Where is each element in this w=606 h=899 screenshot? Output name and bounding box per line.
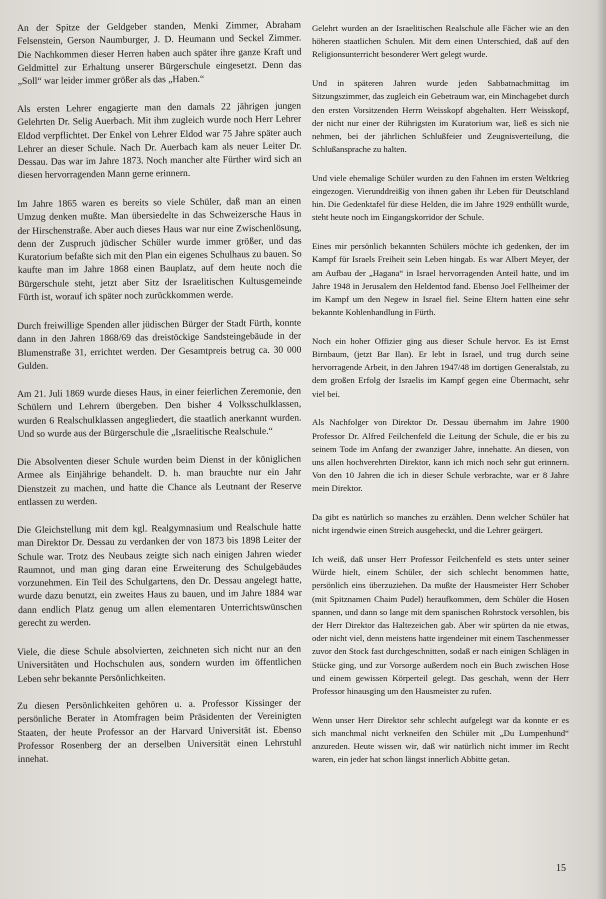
paragraph: An der Spitze der Geldgeber standen, Menki Zimmer, Abraham Felsenstein, Gerson Naumburger, J. D. Heumann und Seckel Zimmer. Die Nachkommen dieser Herren haben auch später ihre ganze Kraft und Geldmittel zur Erhaltung unserer Bürgerschule eingesetzt. Denn das „Soll“ war leider immer größer als das „Haben.“ xyxy=(17,19,302,88)
paragraph: Eines mir persönlich bekannten Schülers möchte ich gedenken, der im Kampf für Israels Freiheit sein Leben hingab. Es war Albert Meyer, der am Aufbau der „Hagana“ in Israel hervorragenden Anteil hatte, und im Jahre 1948 in Jerusalem den Heldentod fand. Ebenso Joel Fellheimer der im Kampf um den Negew in Israel fiel. Seine Eltern hatten eine sehr bekannte Kohlenhandlung in Fürth. xyxy=(312,241,569,318)
paragraph: Und viele ehemalige Schüler wurden zu den Fahnen im ersten Weltkrieg eingezogen. Vierunddreißig von ihnen gaben ihr Leben für Deutschland hin. Die Gedenktafel für diese Helden, die im Jahre 1929 enthüllt wurde, steht heute noch im Eingangskorridor der Schule. xyxy=(312,172,569,223)
paragraph: Und in späteren Jahren wurde jeden Sabbatnachmittag im Sitzungszimmer, das zugleich ein Gebetraum war, ein Minchagebet durch den ersten Vorsitzenden Herrn Weisskopf abgehalten. Herr Weisskopf, der nicht nur einer der Rührigsten im Kuratorium war, ließ es sich nie nehmen, bei der jährlichen Schlußfeier und Zeugnisverteilung, die Schlußansprache zu halten. xyxy=(312,78,569,155)
paragraph: Die Absolventen dieser Schule wurden beim Dienst in der königlichen Armee als Einjährige behandelt. D. h. man brauchte nur ein Jahr Dienstzeit zu machen, und hatte die Chance als Leutnant der Reserve entlassen zu werden. xyxy=(17,453,302,508)
paragraph: Wenn unser Herr Direktor sehr schlecht aufgelegt war da konnte er es sich manchmal nicht verkneifen den Schüler mit „Du Lumpenhund“ anzureden. Heute wissen wir, daß wir natürlich nicht immer im Recht waren, ein jeder hat schon längst innerlich Abbitte getan. xyxy=(312,714,569,765)
left-column xyxy=(17,19,303,782)
paragraph: Da gibt es natürlich so manches zu erzählen. Denn welcher Schüler hat nicht irgendwie einen Streich ausgeheckt, und die Lehrer geärgert. xyxy=(312,512,569,536)
right-column xyxy=(312,22,569,782)
paragraph: Im Jahre 1865 waren es bereits so viele Schüler, daß man an einen Umzug denken mußte. Man übersiedelte in das Schweizersche Haus in der Hirschenstraße. Aber auch dieses Haus war nur eine Zwischenlösung, denn der Zuspruch jüdischer Schüler wurde immer größer, und das Kuratorium befaßte sich mit den Plan ein eigenes Schulhaus zu bauen. So kaufte man im Jahre 1868 einen Bauplatz, auf dem heute noch die Bürgerschule steht, jetzt aber Sitz der Israelitischen Kultusgemeinde Fürth ist, worauf ich später noch zurückkommen werde. xyxy=(17,195,303,304)
paragraph: Am 21. Juli 1869 wurde dieses Haus, in einer feierlichen Zeremonie, den Schülern und Lehrern übergeben. Den bisher 4 Volksschulklassen, wurden 6 Realschulklassen angegliedert, die staatlich anerkannt wurden. Und so wurde aus der Bürgerschule die „Israelitische Realschule.“ xyxy=(17,385,302,440)
paragraph: Ich weiß, daß unser Herr Professor Feilchenfeld es stets unter seiner Würde hielt, einem Schüler, der sich schlecht benommen hatte, persönlich eins überzuziehen. Da mußte der Hausmeister Herr Schober (mit Spitznamen Chaim Pudel) heraufkommen, dem Schüler die Hosen spannen, und dann so lange mit dem spanischen Rohrstock versohlen, bis der Herr Direktor das Haltezeichen gab. Aber wir spürten da nie etwas, oder nicht viel, denn meistens hatte irgendeiner mit einem Taschenmesser zuvor den Stock fast durchgeschnitten, sodaß er nach einigen Schlägen in Stücke ging, und zur Vorsorge außerdem noch ein Buch zwischen Hose und einem gewissen Körperteil gelegt. Das geschah, wenn der Herr Professor hinausging um den Hausmeister zu rufen. xyxy=(312,554,569,697)
page-number: 15 xyxy=(556,863,566,874)
paragraph: Viele, die diese Schule absolvierten, zeichneten sich nicht nur an den Universitäten und Hochschulen aus, sondern wurden im öffentlichen Leben sehr bekannte Persönlichkeiten. xyxy=(17,643,302,685)
paragraph: Durch freiwillige Spenden aller jüdischen Bürger der Stadt Fürth, konnte dann in den Jahren 1868/69 das dreistöckige Sandsteingebäude in der Blumenstraße 31, errichtet werden. Der Gesamtpreis betrug ca. 30 000 Gulden. xyxy=(17,317,302,372)
paragraph: Zu diesen Persönlichkeiten gehören u. a. Professor Kissinger der persönliche Berater in Atomfragen beim Präsidenten der Vereinigten Staaten, der heute Professor an der Harvard Universität ist. Ebenso Professor Rosenberg der an derselben Universität einen Lehrstuhl innehat. xyxy=(17,697,302,766)
paragraph: Noch ein hoher Offizier ging aus dieser Schule hervor. Es ist Ernst Birnbaum, (jetzt Bar Ilan). Er lebt in Israel, und trug durch seine hervorragende Arbeit, in den Jahren 1947/48 im dortigen Generalstab, zu dem großen Erfolg der Israelis im Kampf gegen eine Übermacht, sehr viel bei. xyxy=(312,335,569,399)
paragraph: Die Gleichstellung mit dem kgl. Realgymnasium und Realschule hatte man Direktor Dr. Dessau zu verdanken der von 1873 bis 1898 Leiter der Schule war. Trotz des Neubaus zeigte sich nach einigen Jahren wieder Raumnot, und man ging daran eine Erweiterung des Schulgebäudes vorzunehmen. Ein Teil des Schulgartens, den Dr. Dessau angelegt hatte, wurde dazu benutzt, ein zweites Haus zu bauen, und im Jahre 1884 war dann endlich Platz genug um allen elementaren Unterrichtswünschen gerecht zu werden. xyxy=(17,521,303,630)
paragraph: Als Nachfolger von Direktor Dr. Dessau übernahm im Jahre 1900 Professor Dr. Alfred Feilchenfeld die Leitung der Schule, die er bis zu seinem Tode im Anfang der zwanziger Jahre, innehatte. An diesen, von uns allen hochverehrten Direktor, kann ich mich noch sehr gut erinnern. Von den 10 Jahren die ich in dieser Schule verbrachte, war er 8 Jahre mein Direktor. xyxy=(312,417,569,494)
paragraph: Als ersten Lehrer engagierte man den damals 22 jährigen jungen Gelehrten Dr. Selig Auerbach. Mit ihm zugleich wurde noch Herr Lehrer Eldod verpflichtet. Der Enkel von Lehrer Eldod war 75 Jahre später auch Lehrer an dieser Schule. Nach Dr. Auerbach kam als neuer Leiter Dr. Dessau. Das war im Jahre 1873. Noch mancher alte Fürther wird sich an diesen hervorragenden Mann gerne erinnern. xyxy=(17,101,302,182)
paragraph: Gelehrt wurden an der Israelitischen Realschule alle Fächer wie an den höheren staatlichen Schulen. Mit dem einen Unterschied, daß auf den Religionsunterricht besonderer Wert gelegt wurde. xyxy=(312,23,569,60)
